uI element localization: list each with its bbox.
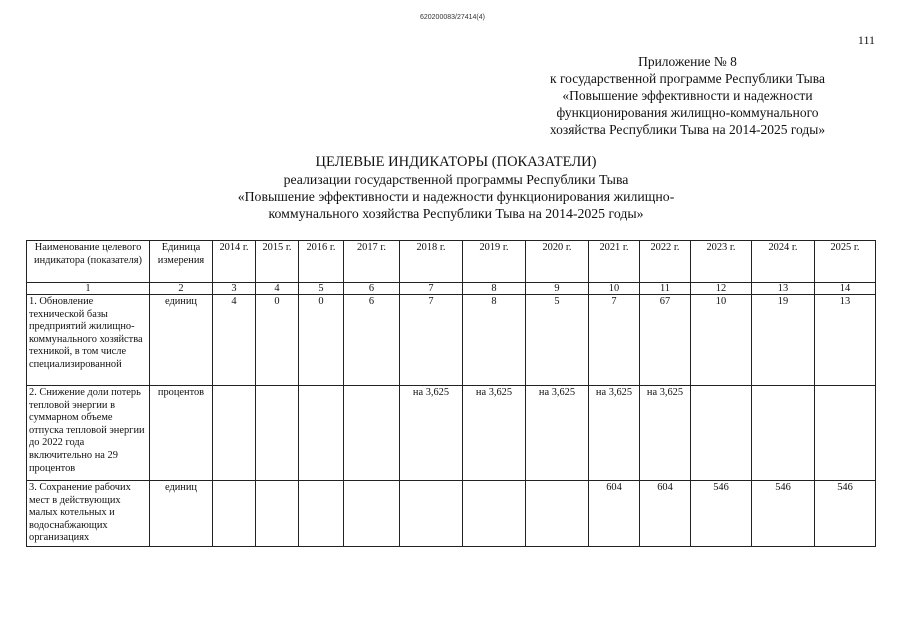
year-value: 0 [256, 295, 299, 386]
column-number: 13 [752, 283, 815, 295]
column-header: 2021 г. [589, 241, 640, 283]
year-value: на 3,625 [640, 386, 691, 481]
column-header: 2018 г. [400, 241, 463, 283]
title-line: «Повышение эффективности и надежности функционирования жилищно- [237, 189, 675, 204]
indicator-unit: единиц [150, 295, 213, 386]
year-value: 604 [640, 481, 691, 547]
year-value: 5 [526, 295, 589, 386]
year-value [752, 386, 815, 481]
year-value [400, 481, 463, 547]
column-header: 2015 г. [256, 241, 299, 283]
year-value: 7 [589, 295, 640, 386]
appendix-line: к государственной программе Республики Тыва [550, 71, 825, 86]
column-header: 2020 г. [526, 241, 589, 283]
year-value: 10 [691, 295, 752, 386]
indicator-name: 3. Сохранение рабочих мест в действующих малых котельных и водоснабжающих организациях [27, 481, 150, 547]
indicator-unit: единиц [150, 481, 213, 547]
year-value: 67 [640, 295, 691, 386]
column-number: 8 [463, 283, 526, 295]
column-header: Единица измерения [150, 241, 213, 283]
column-number-row [27, 283, 876, 295]
year-value [526, 481, 589, 547]
appendix-line: функционирования жилищно-коммунального [556, 105, 819, 120]
title-line: коммунального хозяйства Республики Тыва на 2014-2025 годы» [268, 206, 644, 221]
table-row [27, 295, 876, 386]
year-value: 7 [400, 295, 463, 386]
column-number: 14 [815, 283, 876, 295]
column-number: 9 [526, 283, 589, 295]
column-header: 2023 г. [691, 241, 752, 283]
year-value [256, 481, 299, 547]
table-row [27, 481, 876, 547]
column-number: 1 [27, 283, 150, 295]
year-value: на 3,625 [526, 386, 589, 481]
year-value [691, 386, 752, 481]
column-header: Наименование целевого индикатора (показателя) [27, 241, 150, 283]
column-header: 2024 г. [752, 241, 815, 283]
year-value [815, 386, 876, 481]
page-number: 111 [857, 33, 875, 47]
column-number: 2 [150, 283, 213, 295]
column-number: 12 [691, 283, 752, 295]
appendix-line: Приложение № 8 [638, 54, 737, 69]
year-value [344, 481, 400, 547]
year-value: 604 [589, 481, 640, 547]
year-value [299, 481, 344, 547]
year-value: на 3,625 [589, 386, 640, 481]
indicator-unit: процентов [150, 386, 213, 481]
indicator-name: 1. Обновление технической базы предприятий жилищно-коммунального хозяйства техникой, в том числе специализированной [27, 295, 150, 386]
column-header: 2016 г. [299, 241, 344, 283]
column-header: 2017 г. [344, 241, 400, 283]
column-number: 10 [589, 283, 640, 295]
year-value: 6 [344, 295, 400, 386]
column-header: 2025 г. [815, 241, 876, 283]
year-value [299, 386, 344, 481]
year-value [463, 481, 526, 547]
year-value: 13 [815, 295, 876, 386]
indicator-name: 2. Снижение доли потерь тепловой энергии в суммарном объеме отпуска тепловой энергии до 2022 года включительно на 29 процентов [27, 386, 150, 481]
appendix-line: хозяйства Республики Тыва на 2014-2025 годы» [549, 122, 826, 137]
title-line: реализации государственной программы Республики Тыва [283, 172, 629, 187]
column-number: 7 [400, 283, 463, 295]
column-number: 5 [299, 283, 344, 295]
column-header: 2014 г. [213, 241, 256, 283]
year-value: 8 [463, 295, 526, 386]
year-value: 546 [691, 481, 752, 547]
column-header: 2022 г. [640, 241, 691, 283]
year-value [213, 386, 256, 481]
year-value: 0 [299, 295, 344, 386]
table-header-row [27, 241, 876, 283]
table-row [27, 386, 876, 481]
appendix-line: «Повышение эффективности и надежности [562, 88, 813, 103]
year-value: 546 [752, 481, 815, 547]
year-value [213, 481, 256, 547]
title-main: ЦЕЛЕВЫЕ ИНДИКАТОРЫ (ПОКАЗАТЕЛИ) [315, 154, 597, 170]
year-value [344, 386, 400, 481]
column-number: 6 [344, 283, 400, 295]
column-number: 11 [640, 283, 691, 295]
document-title [150, 154, 762, 222]
appendix-reference [510, 53, 865, 138]
column-header: 2019 г. [463, 241, 526, 283]
year-value: 19 [752, 295, 815, 386]
document-id-stamp: 620200083/27414(4) [419, 14, 485, 21]
year-value: 546 [815, 481, 876, 547]
column-number: 3 [213, 283, 256, 295]
year-value: на 3,625 [400, 386, 463, 481]
indicators-table [26, 240, 876, 547]
year-value [256, 386, 299, 481]
column-number: 4 [256, 283, 299, 295]
year-value: на 3,625 [463, 386, 526, 481]
year-value: 4 [213, 295, 256, 386]
